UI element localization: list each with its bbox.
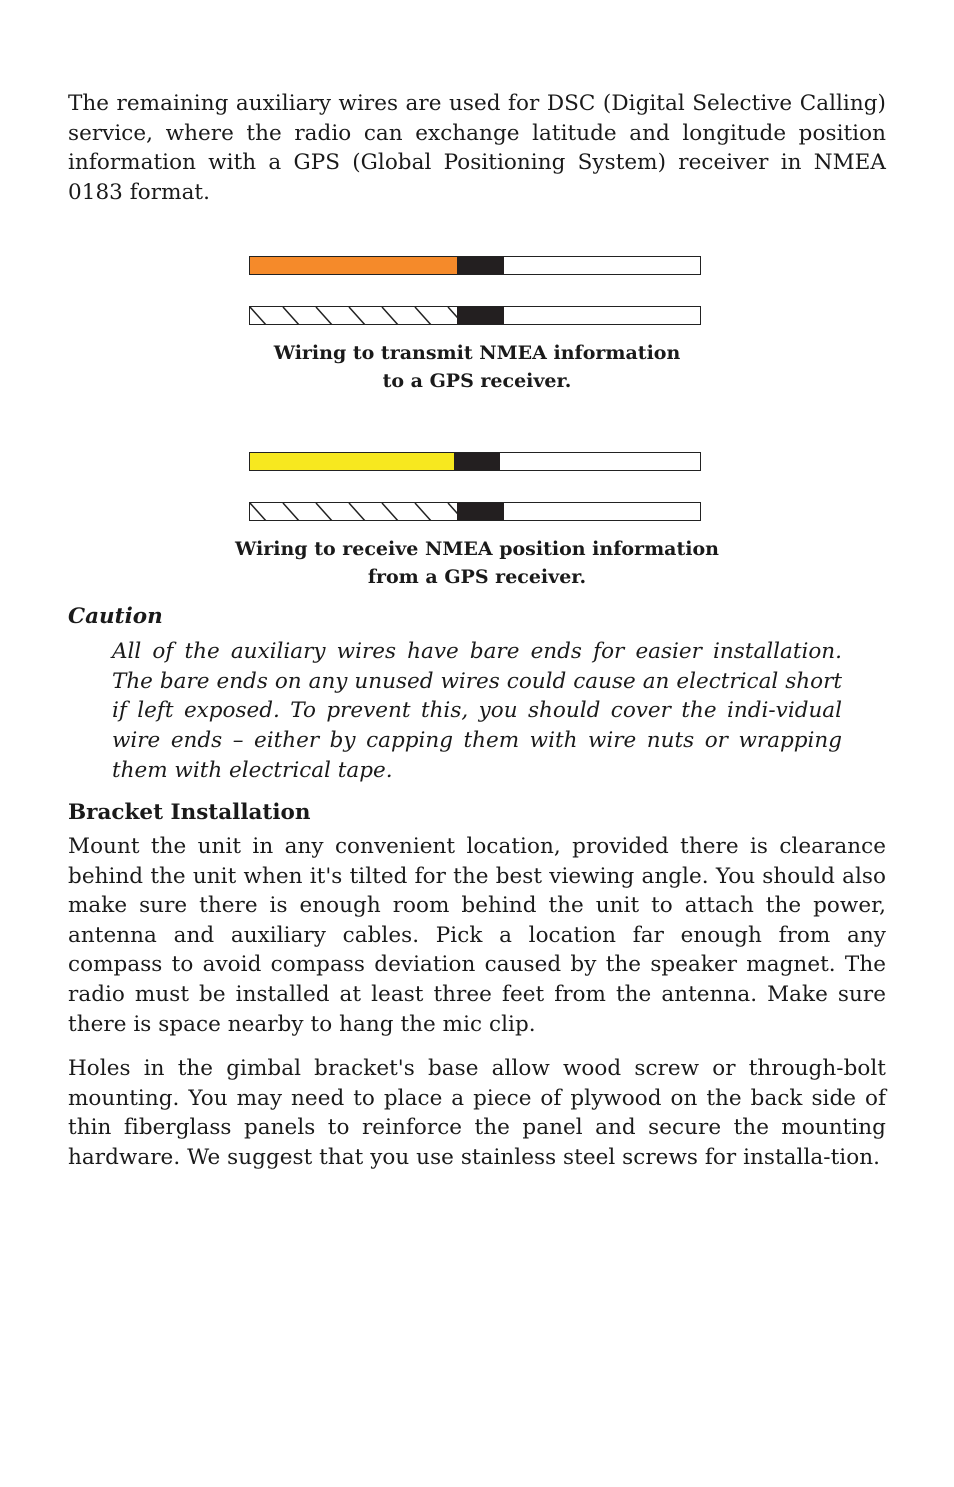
bracket-paragraph-2: Holes in the gimbal bracket's base allow wood screw or through-bolt mounting. You may need to place a piece of plywood on the back side of thin fiberglass panels to reinforce the panel and secure the mounting hardware. We suggest that you use stainless steel screws for installa-tion. bbox=[68, 1056, 886, 1170]
black-wire-connection bbox=[457, 502, 504, 521]
black-wire-connection bbox=[454, 452, 500, 471]
caption-line: Wiring to transmit NMEA information bbox=[273, 342, 681, 364]
diagram-caption bbox=[0, 340, 954, 395]
caption-line: Wiring to receive NMEA position information bbox=[235, 538, 719, 560]
caution-title: Caution bbox=[68, 604, 163, 629]
caption-line: from a GPS receiver. bbox=[367, 565, 587, 588]
orange-wire bbox=[249, 256, 701, 275]
hatched-shield-pattern bbox=[250, 503, 465, 521]
shield-wire bbox=[249, 306, 701, 325]
shield-wire bbox=[249, 502, 701, 521]
black-wire-connection bbox=[457, 256, 504, 275]
section-heading: Bracket Installation bbox=[68, 800, 311, 825]
yellow-wire bbox=[249, 452, 701, 471]
orange-wire-insulation bbox=[250, 257, 457, 274]
caption-line: to a GPS receiver. bbox=[382, 369, 572, 392]
diagram-caption bbox=[0, 536, 954, 591]
intro-paragraph: The remaining auxiliary wires are used for DSC (Digital Selective Calling) service, where the radio can exchange latitude and longitude position information with a GPS (Global Positioning System) receiver in NMEA 0183 format. bbox=[68, 91, 886, 205]
caution-text: All of the auxiliary wires have bare ends for easier installation. The bare ends on any unused wires could cause an electrical short if left exposed. To prevent this, you should cover the indi-vidual wire ends – either by capping them with wire nuts or wrapping them with electrical tape. bbox=[112, 639, 842, 783]
bracket-paragraph-1: Mount the unit in any convenient location, provided there is clearance behind the unit when it's tilted for the best viewing angle. You should also make sure there is enough room behind the unit to attach the power, antenna and auxiliary cables. Pick a location far enough from any compass to avoid compass deviation caused by the speaker magnet. The radio must be installed at least three feet from the antenna. Make sure there is space nearby to hang the mic clip. bbox=[68, 834, 886, 1037]
hatched-shield-pattern bbox=[250, 307, 465, 325]
black-wire-connection bbox=[457, 306, 504, 325]
yellow-wire-insulation bbox=[250, 453, 454, 470]
